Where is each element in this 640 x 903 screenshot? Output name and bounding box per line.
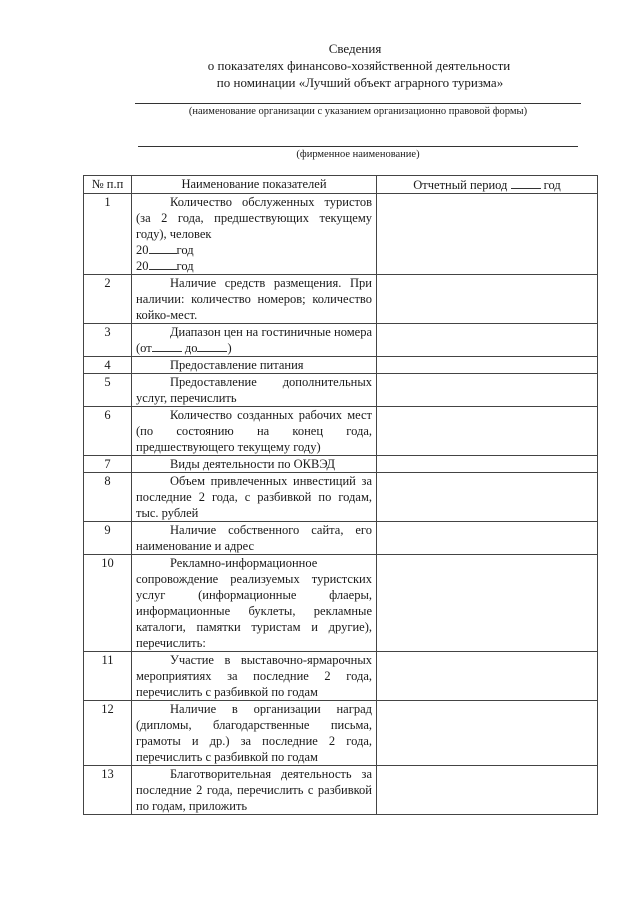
document-subtitle-line-2: по номинации «Лучший объект аграрного туризма» xyxy=(216,75,504,90)
table-row xyxy=(84,324,598,357)
indicator-name: Наличие средств размещения. При наличии: количество номеров; количество койко-мест. xyxy=(132,275,377,324)
indicator-name: Рекламно-информационное сопровождение реализуемых туристских услуг (информационные флаеры, информационные буклеты, рекламные каталоги, памятки туристам и другие), перечислить: xyxy=(132,555,377,652)
year-blank[interactable] xyxy=(149,242,177,254)
year-line-1 xyxy=(136,242,372,258)
table-row xyxy=(84,456,598,473)
period-value-cell[interactable] xyxy=(377,766,598,815)
indicator-name: Наличие собственного сайта, его наименование и адрес xyxy=(132,522,377,555)
period-value-cell[interactable] xyxy=(377,456,598,473)
indicator-name: Предоставление питания xyxy=(132,357,377,374)
document-subtitle-line-1: о показателях финансово-хозяйственной деятельности xyxy=(207,58,511,73)
table-row xyxy=(84,194,598,275)
year-blank[interactable] xyxy=(149,258,177,270)
row-number: 13 xyxy=(84,766,132,815)
document-header xyxy=(0,40,640,91)
period-value-cell[interactable] xyxy=(377,275,598,324)
row-number: 4 xyxy=(84,357,132,374)
indicator-name: Благотворительная деятельность за последние 2 года, перечислить с разбивкой по годам, приложить xyxy=(132,766,377,815)
row-number: 9 xyxy=(84,522,132,555)
table-row xyxy=(84,374,598,407)
row-number: 10 xyxy=(84,555,132,652)
brand-name-caption: (фирменное наименование) xyxy=(296,149,420,160)
period-header-suffix: год xyxy=(543,178,561,192)
period-value-cell[interactable] xyxy=(377,555,598,652)
row-number: 8 xyxy=(84,473,132,522)
price-to-blank[interactable] xyxy=(197,340,227,352)
period-value-cell[interactable] xyxy=(377,473,598,522)
document-title: Сведения xyxy=(328,41,382,56)
indicators-table xyxy=(83,175,598,815)
table-row xyxy=(84,522,598,555)
indicator-name: Виды деятельности по ОКВЭД xyxy=(132,456,377,473)
row-number: 12 xyxy=(84,701,132,766)
table-row xyxy=(84,555,598,652)
organization-name-caption: (наименование организации с указанием организационно правовой формы) xyxy=(188,106,528,117)
year-suffix: год xyxy=(176,259,194,273)
indicator-name xyxy=(132,324,377,357)
year-line-2 xyxy=(136,258,372,274)
column-header-number: № п.п xyxy=(84,176,132,194)
period-value-cell[interactable] xyxy=(377,324,598,357)
period-value-cell[interactable] xyxy=(377,701,598,766)
table-row xyxy=(84,766,598,815)
indicator-name: Наличие в организации наград (дипломы, благодарственные письма, грамоты и др.) за последние 2 года, перечислить с разбивкой по годам xyxy=(132,701,377,766)
row-number: 6 xyxy=(84,407,132,456)
period-value-cell[interactable] xyxy=(377,652,598,701)
year-prefix: 20 xyxy=(136,243,149,257)
row-number: 2 xyxy=(84,275,132,324)
year-prefix: 20 xyxy=(136,259,149,273)
row-number: 5 xyxy=(84,374,132,407)
indicator-name: Объем привлеченных инвестиций за последние 2 года, с разбивкой по годам, тыс. рублей xyxy=(132,473,377,522)
indicator-name: Предоставление дополнительных услуг, перечислить xyxy=(132,374,377,407)
indicator-name: Участие в выставочно-ярмарочных мероприятиях за последние 2 года, перечислить с разбивкой по годам xyxy=(132,652,377,701)
row-number: 11 xyxy=(84,652,132,701)
price-range-prefix: Диапазон цен на гостиничные номера (от xyxy=(136,325,372,355)
indicator-name xyxy=(132,194,377,275)
period-value-cell[interactable] xyxy=(377,194,598,275)
table-row xyxy=(84,357,598,374)
table-row xyxy=(84,473,598,522)
year-suffix: год xyxy=(176,243,194,257)
indicator-name: Количество созданных рабочих мест (по состоянию на конец года, предшествующего текущему году) xyxy=(132,407,377,456)
table-header-row xyxy=(84,176,598,194)
column-header-period xyxy=(377,176,598,194)
price-from-blank[interactable] xyxy=(152,340,182,352)
row-number: 1 xyxy=(84,194,132,275)
period-value-cell[interactable] xyxy=(377,407,598,456)
row-number: 3 xyxy=(84,324,132,357)
price-range-middle: до xyxy=(184,341,198,355)
period-value-cell[interactable] xyxy=(377,522,598,555)
period-value-cell[interactable] xyxy=(377,374,598,407)
column-header-indicator: Наименование показателей xyxy=(132,176,377,194)
period-header-prefix: Отчетный период xyxy=(413,178,508,192)
brand-name-field[interactable] xyxy=(138,146,578,147)
organization-name-field[interactable] xyxy=(135,103,581,104)
price-range-suffix: ) xyxy=(227,341,232,355)
period-value-cell[interactable] xyxy=(377,357,598,374)
table-row xyxy=(84,275,598,324)
indicator-text: Количество обслуженных туристов (за 2 года, предшествующих текущему году), человек xyxy=(136,195,372,241)
table-row xyxy=(84,701,598,766)
table-row xyxy=(84,407,598,456)
row-number: 7 xyxy=(84,456,132,473)
period-year-blank[interactable] xyxy=(511,177,541,189)
table-row xyxy=(84,652,598,701)
